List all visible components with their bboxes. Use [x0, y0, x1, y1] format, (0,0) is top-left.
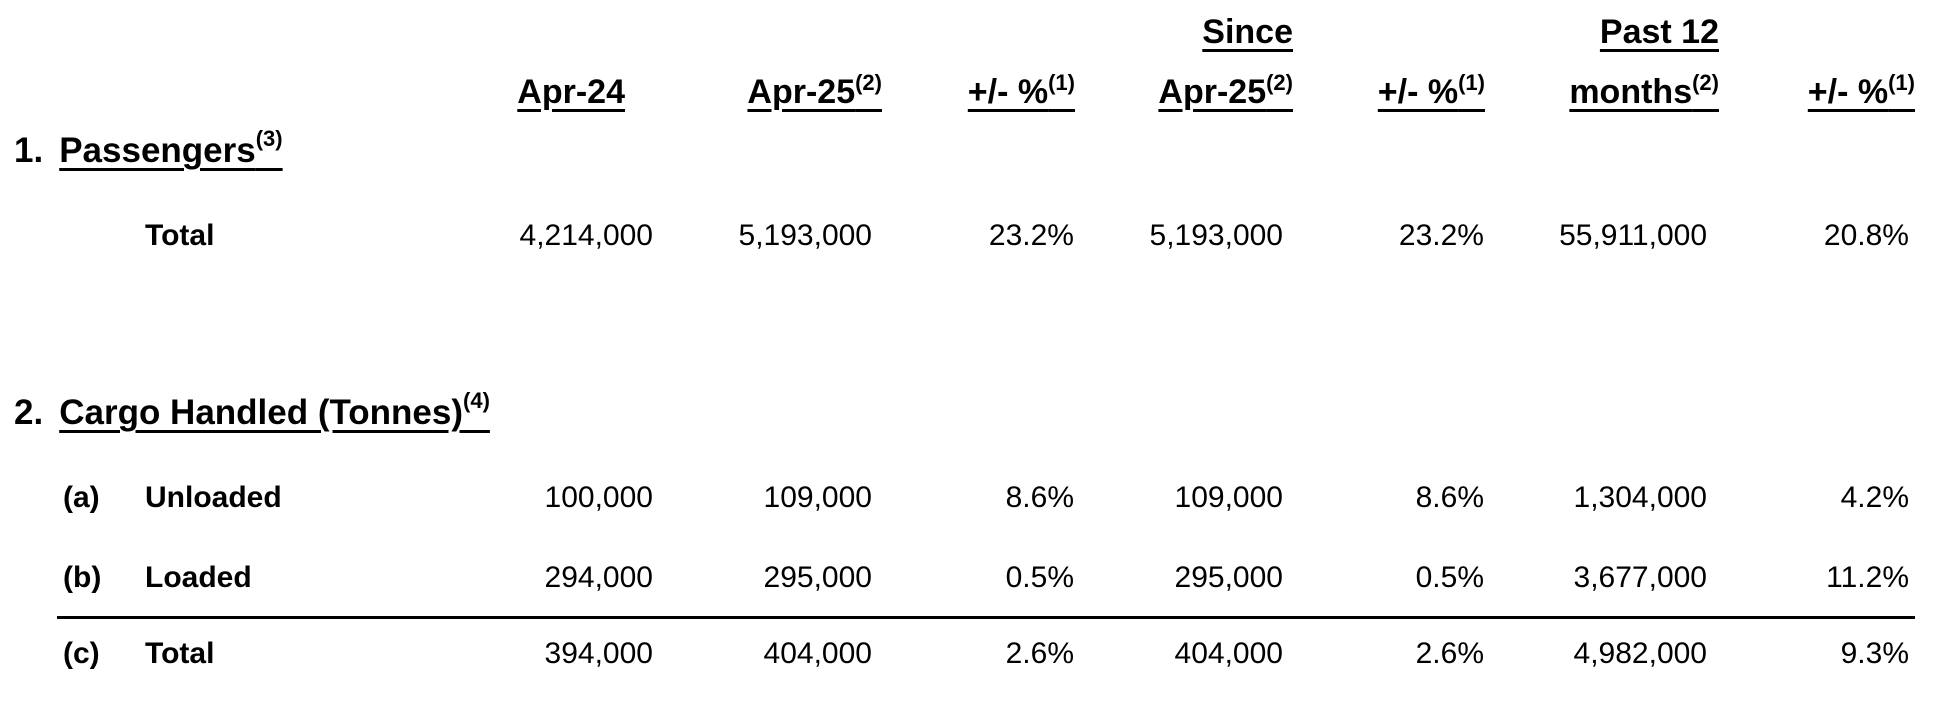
row-marker: (a): [63, 481, 100, 514]
header-change-ytd: [1378, 72, 1485, 112]
header-past-12-footnote: (2): [1692, 70, 1719, 95]
section-passengers-title: Passengers: [59, 131, 256, 170]
section-cargo-heading: [14, 388, 490, 434]
header-since-text: Apr-25: [1158, 73, 1267, 111]
header-past-12-line2: [1569, 72, 1719, 112]
cell-change-12m: 20.8%: [1823, 219, 1909, 252]
header-apr-25-text: Apr-25: [747, 73, 856, 111]
header-change-month-text: +/- %: [967, 73, 1049, 111]
cell-since-apr-25: 109,000: [1174, 481, 1283, 514]
header-change-12m-text: +/- %: [1807, 73, 1889, 111]
cell-change-month: 23.2%: [988, 219, 1074, 252]
section-passengers-number: 1.: [14, 131, 44, 170]
cell-apr-25: 5,193,000: [738, 219, 872, 252]
row-label: Total: [145, 219, 215, 252]
cell-since-apr-25: 295,000: [1174, 561, 1283, 594]
cell-change-ytd: 8.6%: [1415, 481, 1484, 514]
cell-apr-25: 404,000: [763, 637, 872, 670]
header-change-ytd-footnote: (1): [1458, 70, 1485, 95]
cell-apr-24: 4,214,000: [519, 219, 653, 252]
cell-change-ytd: 2.6%: [1415, 637, 1484, 670]
header-since-apr-25: [1158, 12, 1293, 112]
cell-apr-25: 109,000: [763, 481, 872, 514]
cell-past-12-months: 4,982,000: [1573, 637, 1707, 670]
header-change-month-footnote: (1): [1048, 70, 1075, 95]
header-since-footnote: (2): [1266, 70, 1293, 95]
cell-apr-25: 295,000: [763, 561, 872, 594]
header-since-line1: Since: [1202, 13, 1293, 51]
cell-change-month: 8.6%: [1005, 481, 1074, 514]
cell-change-ytd: 23.2%: [1398, 219, 1484, 252]
row-label: Unloaded: [145, 481, 282, 514]
cell-past-12-months: 3,677,000: [1573, 561, 1707, 594]
header-change-12m: [1808, 72, 1915, 112]
header-change-ytd-text: +/- %: [1377, 73, 1459, 111]
section-cargo-number: 2.: [14, 393, 44, 432]
row-marker: (c): [63, 637, 100, 670]
header-apr-24: [517, 72, 625, 112]
section-passengers-heading: [14, 126, 283, 172]
header-past-12-text: months: [1569, 73, 1693, 111]
cell-apr-24: 394,000: [544, 637, 653, 670]
row-label: Loaded: [145, 561, 252, 594]
cell-change-12m: 11.2%: [1826, 561, 1909, 594]
header-apr-25-footnote: (2): [855, 70, 882, 95]
cell-apr-24: 100,000: [544, 481, 653, 514]
header-since-line2: [1158, 72, 1293, 112]
header-apr-24-text: Apr-24: [517, 73, 625, 111]
section-cargo-title: Cargo Handled (Tonnes): [59, 393, 464, 432]
cell-change-month: 2.6%: [1005, 637, 1074, 670]
header-past-12-months: [1569, 12, 1719, 112]
cell-change-ytd: 0.5%: [1415, 561, 1484, 594]
row-marker: (b): [63, 561, 102, 594]
section-passengers-footnote: (3): [255, 126, 283, 151]
header-change-12m-footnote: (1): [1888, 70, 1915, 95]
cell-change-month: 0.5%: [1005, 561, 1074, 594]
cell-change-12m: 4.2%: [1840, 481, 1909, 514]
row-label: Total: [145, 637, 215, 670]
cell-since-apr-25: 5,193,000: [1149, 219, 1283, 252]
cell-past-12-months: 55,911,000: [1559, 219, 1707, 252]
cell-past-12-months: 1,304,000: [1573, 481, 1707, 514]
cell-since-apr-25: 404,000: [1174, 637, 1283, 670]
total-divider: [57, 616, 1915, 619]
header-past-12-line1: Past 12: [1599, 13, 1719, 51]
section-cargo-footnote: (4): [463, 388, 490, 413]
cell-apr-24: 294,000: [544, 561, 653, 594]
header-apr-25: [747, 72, 882, 112]
cell-change-12m: 9.3%: [1840, 637, 1909, 670]
header-change-month: [968, 72, 1075, 112]
